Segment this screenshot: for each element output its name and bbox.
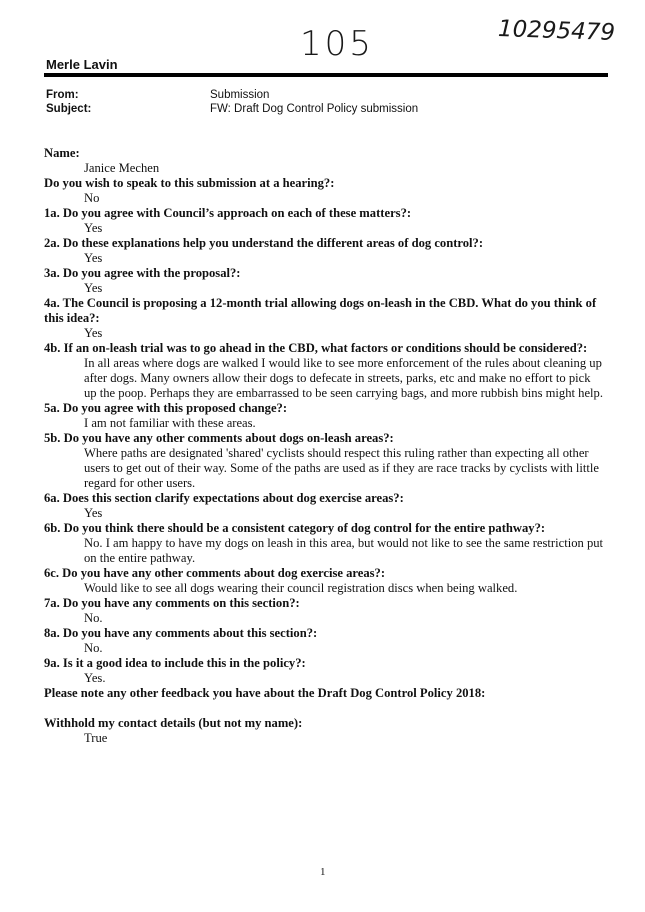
subject-label: Subject:	[46, 103, 92, 115]
answer-7a: No.	[84, 611, 103, 625]
header-divider	[44, 73, 608, 77]
subject-value: FW: Draft Dog Control Policy submission	[210, 103, 419, 115]
answer-6a: Yes	[84, 506, 103, 520]
question-6b: 6b. Do you think there should be a consistent category of dog control for the entire pathway?:	[44, 521, 546, 535]
question-5b: 5b. Do you have any other comments about dogs on-leash areas?:	[44, 431, 394, 445]
question-1a: 1a. Do you agree with Council’s approach on each of these matters?:	[44, 206, 412, 220]
answer-5b: Where paths are designated 'shared' cyclists should respect this ruling rather than expecting all other users to get out of their way. Some of the paths are used as if they are race tracks by cyclists with little regard for other users.	[84, 446, 600, 490]
from-value: Submission	[210, 89, 270, 101]
question-2a: 2a. Do these explanations help you understand the different areas of dog control?:	[44, 236, 484, 250]
question-hearing: Do you wish to speak to this submission at a hearing?:	[44, 176, 335, 190]
question-6a: 6a. Does this section clarify expectations about dog exercise areas?:	[44, 491, 404, 505]
question-3a: 3a. Do you agree with the proposal?:	[44, 266, 241, 280]
answer-9a: Yes.	[84, 671, 106, 685]
answer-4a: Yes	[84, 326, 103, 340]
question-7a: 7a. Do you have any comments on this section?:	[44, 596, 300, 610]
name-value: Janice Mechen	[84, 161, 160, 175]
question-9a: 9a. Is it a good idea to include this in the policy?:	[44, 656, 306, 670]
question-4b: 4b. If an on-leash trial was to go ahead in the CBD, what factors or conditions should be considered?:	[44, 341, 588, 355]
feedback-empty-space	[44, 701, 606, 716]
answer-5a: I am not familiar with these areas.	[84, 416, 256, 430]
submission-form	[44, 146, 606, 746]
withhold-value: True	[84, 731, 108, 745]
question-5a: 5a. Do you agree with this proposed change?:	[44, 401, 288, 415]
answer-8a: No.	[84, 641, 103, 655]
question-8a: 8a. Do you have any comments about this section?:	[44, 626, 318, 640]
withhold-label: Withhold my contact details (but not my name):	[44, 716, 303, 730]
answer-6b: No. I am happy to have my dogs on leash in this area, but would not like to see the same restriction put on the entire pathway.	[84, 536, 604, 565]
email-author: Merle Lavin	[46, 57, 118, 72]
handwritten-submission-number: 105	[300, 24, 374, 64]
handwritten-record-number: 10295479	[497, 15, 616, 47]
answer-4b: In all areas where dogs are walked I would like to see more enforcement of the rules about cleaning up after dogs. Many owners allow their dogs to defecate in streets, parks, etc and make no effort to pick up the poop. Perhaps they are embarrassed to be seen carrying bags, and more rubbish bins might help.	[84, 356, 604, 400]
from-label: From:	[46, 89, 79, 101]
answer-1a: Yes	[84, 221, 103, 235]
page-number: 1	[320, 866, 326, 878]
answer-3a: Yes	[84, 281, 103, 295]
name-label: Name:	[44, 146, 80, 160]
question-4a: 4a. The Council is proposing a 12-month trial allowing dogs on-leash in the CBD. What do you think of this idea?:	[44, 296, 597, 325]
answer-6c: Would like to see all dogs wearing their council registration discs when being walked.	[84, 581, 518, 595]
answer-2a: Yes	[84, 251, 103, 265]
feedback-label: Please note any other feedback you have about the Draft Dog Control Policy 2018:	[44, 686, 486, 700]
question-6c: 6c. Do you have any other comments about dog exercise areas?:	[44, 566, 386, 580]
answer-hearing: No	[84, 191, 100, 205]
